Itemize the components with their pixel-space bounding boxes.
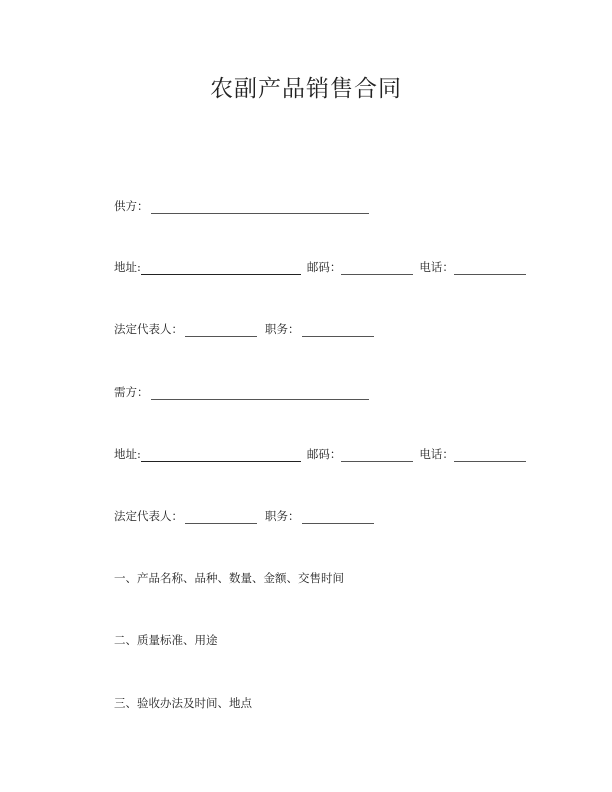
section-2-title: 二、质量标准、用途 [114,633,218,647]
buyer-phone-label: 电话： [419,447,454,461]
supplier-rep-line [114,321,374,337]
contract-title: 农副产品销售合同 [210,76,402,102]
supplier-rep-label: 法定代表人： [114,322,183,336]
supplier-phone-field[interactable] [454,262,526,275]
supplier-postcode-label: 邮码： [306,260,342,274]
supplier-address-label: 地址: [114,260,141,274]
buyer-address-label: 地址: [114,447,141,461]
supplier-name-field[interactable] [151,201,369,214]
buyer-address-field[interactable] [141,449,301,462]
supplier-address-line [114,259,526,275]
buyer-position-label: 职务： [265,509,300,523]
buyer-rep-line [114,508,374,524]
buyer-line [114,384,369,400]
buyer-position-field[interactable] [302,511,374,524]
supplier-rep-field[interactable] [185,324,257,337]
buyer-name-field[interactable] [151,387,369,400]
buyer-postcode-field[interactable] [341,449,413,462]
supplier-phone-label: 电话： [419,260,454,274]
section-3-title: 三、验收办法及时间、地点 [114,696,252,710]
supplier-line [114,198,369,214]
buyer-postcode-label: 邮码： [306,447,342,461]
section-heading [114,695,252,711]
supplier-position-label: 职务： [265,322,300,336]
buyer-rep-field[interactable] [185,511,257,524]
section-heading [114,632,218,648]
buyer-address-line [114,446,526,462]
buyer-phone-field[interactable] [454,449,526,462]
section-1-title: 一、产品名称、品种、数量、金额、交售时间 [114,571,344,585]
supplier-postcode-field[interactable] [341,262,413,275]
buyer-rep-label: 法定代表人： [114,509,183,523]
buyer-label: 需方： [114,385,149,399]
section-heading [114,570,344,586]
supplier-label: 供方： [114,199,149,213]
supplier-address-field[interactable] [141,262,301,275]
supplier-position-field[interactable] [302,324,374,337]
